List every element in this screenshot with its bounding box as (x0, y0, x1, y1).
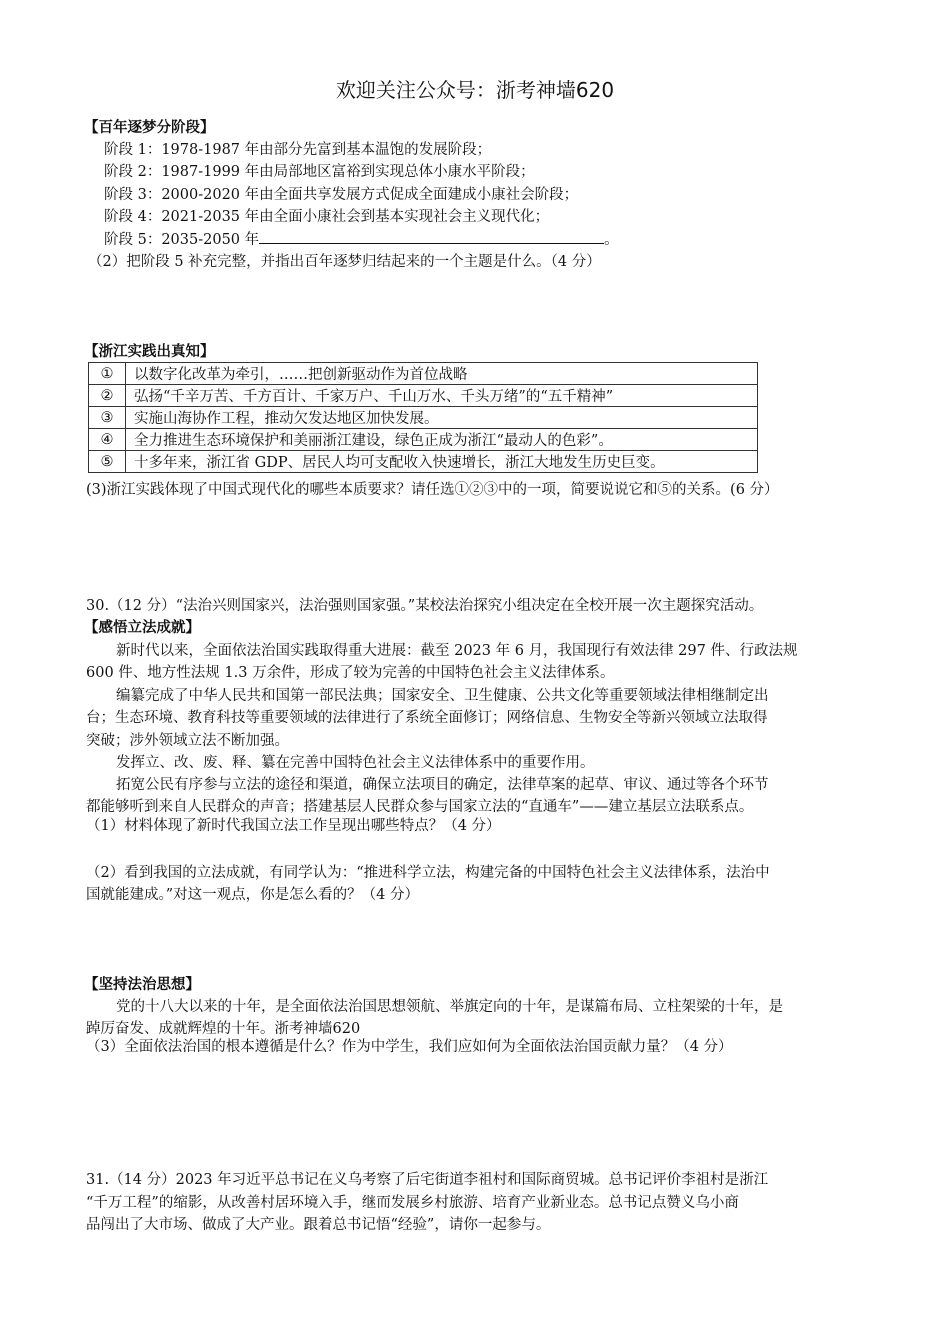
material-line: 都能够听到来自人民群众的声音；搭建基层人民群众参与国家立法的“直通车”——建立基层立法联系点。 (86, 799, 754, 815)
table-row (89, 451, 758, 473)
stage-2: 阶段 2：1987-1999 年由局部地区富裕到实现总体小康水平阶段； (104, 164, 535, 180)
row-number: ④ (89, 429, 126, 451)
section-heading-zhejiang: 【浙江实践出真知】 (84, 344, 215, 360)
stage-4: 阶段 4：2021-2035 年由全面小康社会到基本实现社会主义现代化； (104, 209, 550, 225)
q31-stem-cont: 品闯出了大市场、做成了大产业。跟着总书记悟“经验”，请你一起参与。 (86, 1217, 551, 1233)
material-line: 踔厉奋发、成就辉煌的十年。浙考神墙620 (86, 1021, 361, 1037)
table-row (89, 407, 758, 429)
material-line: 突破；涉外领域立法不断加强。 (86, 733, 289, 749)
row-text: 全力推进生态环境保护和美丽浙江建设，绿色正成为浙江“最动人的色彩”。 (126, 429, 758, 451)
q31-stem: 31.（14 分）2023 年习近平总书记在义乌考察了后宅街道李祖村和国际商贸城。总书记评价李祖村是浙江 (86, 1172, 769, 1188)
q30-stem: 30.（12 分）“法治兴则国家兴，法治强则国家强。”某校法治探究小组决定在全校开展一次主题探究活动。 (86, 598, 764, 614)
row-number: ② (89, 385, 126, 407)
question-3: (3)浙江实践体现了中国式现代化的哪些本质要求？请任选①②③中的一项，简要说说它和⑤的关系。(6 分） (86, 482, 779, 498)
section-heading-stages: 【百年逐梦分阶段】 (84, 120, 215, 136)
q30-question-1: （1）材料体现了新时代我国立法工作呈现出哪些特点？（4 分） (86, 818, 501, 834)
question-2: （2）把阶段 5 补充完整，并指出百年逐梦归结起来的一个主题是什么。（4 分） (88, 254, 601, 270)
section-heading-legislation: 【感悟立法成就】 (84, 620, 200, 636)
section-heading-rule-of-law: 【坚持法治思想】 (84, 977, 200, 993)
stage-5-end: 。 (604, 232, 619, 248)
stage-5 (104, 229, 619, 250)
material-line: 编纂完成了中华人民共和国第一部民法典；国家安全、卫生健康、公共文化等重要领域法律相继制定出 (116, 688, 769, 704)
row-text: 以数字化改革为牵引，……把创新驱动作为首位战略 (126, 363, 758, 385)
table-row (89, 363, 758, 385)
q31-stem-cont: “千万工程”的缩影，从改善村居环境入手，继而发展乡村旅游、培育产业新业态。总书记点赞义乌小商 (86, 1195, 739, 1211)
material-line: 拓宽公民有序参与立法的途径和渠道，确保立法项目的确定，法律草案的起草、审议、通过等各个环节 (116, 777, 769, 793)
row-text: 弘扬“千辛万苦、千方百计、千家万户、千山万水、千头万绪”的“五千精神” (126, 385, 758, 407)
material-line: 台；生态环境、教育科技等重要领域的法律进行了系统全面修订；网络信息、生物安全等新兴领域立法取得 (86, 710, 768, 726)
q30-question-2: （2）看到我国的立法成就，有同学认为：“推进科学立法，构建完备的中国特色社会主义法律体系，法治中 (86, 865, 770, 881)
answer-blank[interactable] (259, 229, 604, 244)
row-number: ① (89, 363, 126, 385)
material-line: 新时代以来，全面依法治国实践取得重大进展：截至 2023 年 6 月，我国现行有效法律 297 件、行政法规 (116, 643, 798, 659)
row-number: ⑤ (89, 451, 126, 473)
material-line: 600 件、地方性法规 1.3 万余件，形成了较为完善的中国特色社会主义法律体系。 (86, 665, 615, 681)
zhejiang-practice-table (88, 362, 758, 473)
row-text: 实施山海协作工程，推动欠发达地区加快发展。 (126, 407, 758, 429)
table-row (89, 429, 758, 451)
q30-question-2-cont: 国就能建成。”对这一观点，你是怎么看的？（4 分） (86, 887, 419, 903)
stage-3: 阶段 3：2000-2020 年由全面共享发展方式促成全面建成小康社会阶段； (104, 187, 579, 203)
stage-5-text: 阶段 5：2035-2050 年 (104, 232, 260, 248)
stage-1: 阶段 1：1978-1987 年由部分先富到基本温饱的发展阶段； (104, 142, 492, 158)
page-title: 欢迎关注公众号：浙考神墙620 (335, 78, 615, 102)
q30-question-3: （3）全面依法治国的根本遵循是什么？作为中学生，我们应如何为全面依法治国贡献力量？（4 分） (86, 1039, 733, 1055)
material-line: 发挥立、改、废、释、纂在完善中国特色社会主义法律体系中的重要作用。 (116, 755, 595, 771)
row-text: 十多年来，浙江省 GDP、居民人均可支配收入快速增长，浙江大地发生历史巨变。 (126, 451, 758, 473)
table-row (89, 385, 758, 407)
row-number: ③ (89, 407, 126, 429)
material-line: 党的十八大以来的十年，是全面依法治国思想领航、举旗定向的十年，是谋篇布局、立柱架梁的十年，是 (116, 999, 783, 1015)
